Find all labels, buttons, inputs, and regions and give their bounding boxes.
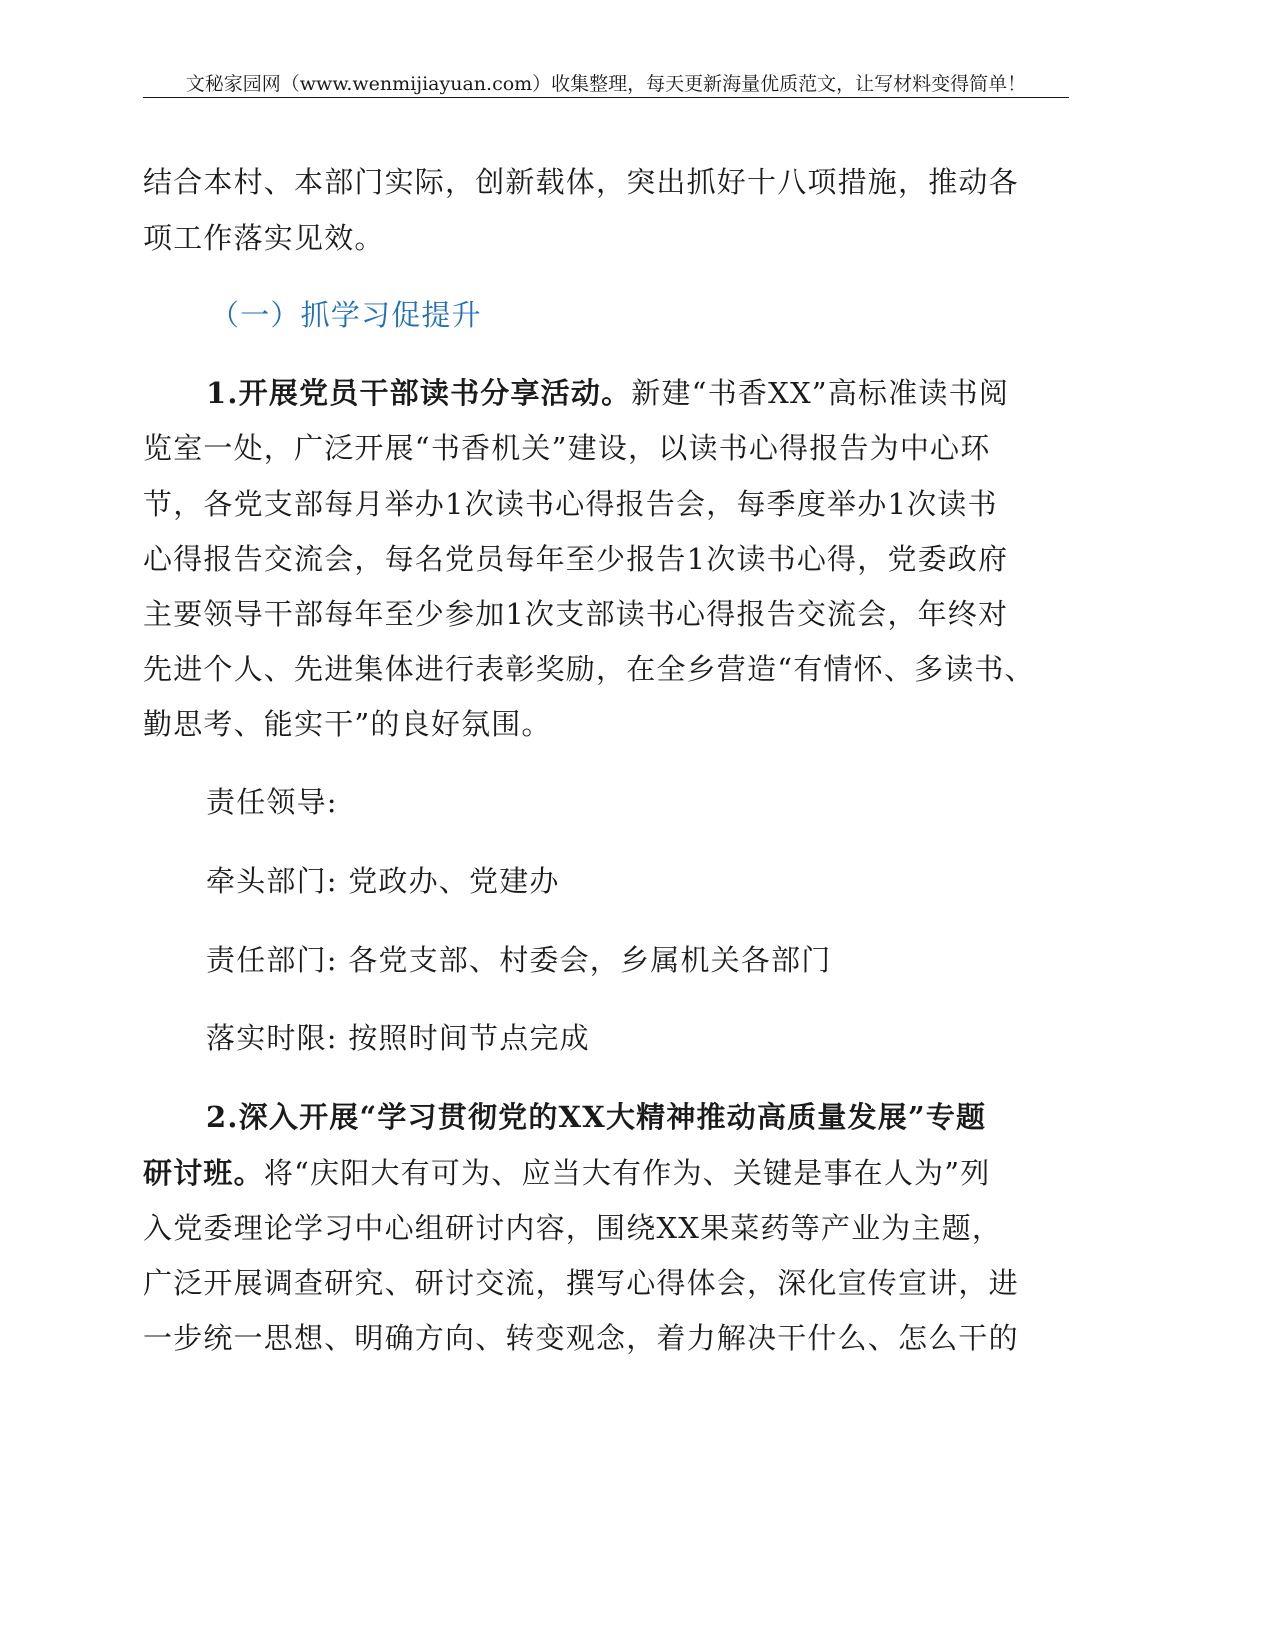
item1-line-5: 先进个人、先进集体进行表彰奖励，在全乡营造“有情怀、多读书、: [143, 652, 1035, 686]
responsible-leader: 责任领导:: [206, 785, 338, 819]
item2-line-3: 一步统一思想、明确方向、转变观念，着力解决干什么、怎么干的: [143, 1321, 1019, 1355]
header-rule: [143, 97, 1069, 98]
responsible-departments: 责任部门: 各党支部、村委会，乡属机关各部门: [206, 943, 832, 977]
item1-first-line-rest: 新建“书香XX”高标准读书阅: [631, 376, 1010, 410]
item2-title-line-2: [143, 1153, 990, 1193]
item1-line-1: 览室一处，广泛开展“书香机关”建设，以读书心得报告为中心环: [143, 431, 991, 465]
item1-line-2: 节，各党支部每月举办1次读书心得报告会，每季度举办1次读书: [143, 487, 998, 521]
item1-line-3: 心得报告交流会，每名党员每年至少报告1次读书心得，党委政府: [143, 542, 1009, 576]
deadline: 落实时限: 按照时间节点完成: [206, 1021, 590, 1055]
section-heading: （一）抓学习促提升: [210, 298, 482, 332]
intro-line-2: 项工作落实见效。: [143, 221, 385, 255]
item2-line-1: 入党委理论学习中心组研讨内容，围绕XX果菜药等产业为主题，: [143, 1211, 1003, 1245]
item2-title-end: 研讨班。: [143, 1156, 264, 1190]
item2-line-2: 广泛开展调查研究、研讨交流，撰写心得体会，深化宣传宣讲，进: [143, 1266, 1019, 1300]
item1-first-line: [206, 373, 1009, 413]
item1-line-6: 勤思考、能实干”的良好氛围。: [143, 707, 552, 741]
intro-line-1: 结合本村、本部门实际，创新载体，突出抓好十八项措施，推动各: [143, 165, 1019, 199]
item2-title-line-1: 2.深入开展“学习贯彻党的XX大精神推动高质量发展”专题: [206, 1100, 987, 1134]
item1-title: 1.开展党员干部读书分享活动。: [206, 376, 632, 410]
item2-title-line-2-rest: 将“庆阳大有可为、应当大有作为、关键是事在人为”列: [263, 1156, 991, 1190]
item1-line-4: 主要领导干部每年至少参加1次支部读书心得报告交流会，年终对: [143, 597, 1009, 631]
page-header: 文秘家园网（www.wenmijiayuan.com）收集整理，每天更新海量优质范文，让写材料变得简单！: [185, 73, 1027, 95]
lead-department: 牵头部门: 党政办、党建办: [206, 864, 560, 898]
